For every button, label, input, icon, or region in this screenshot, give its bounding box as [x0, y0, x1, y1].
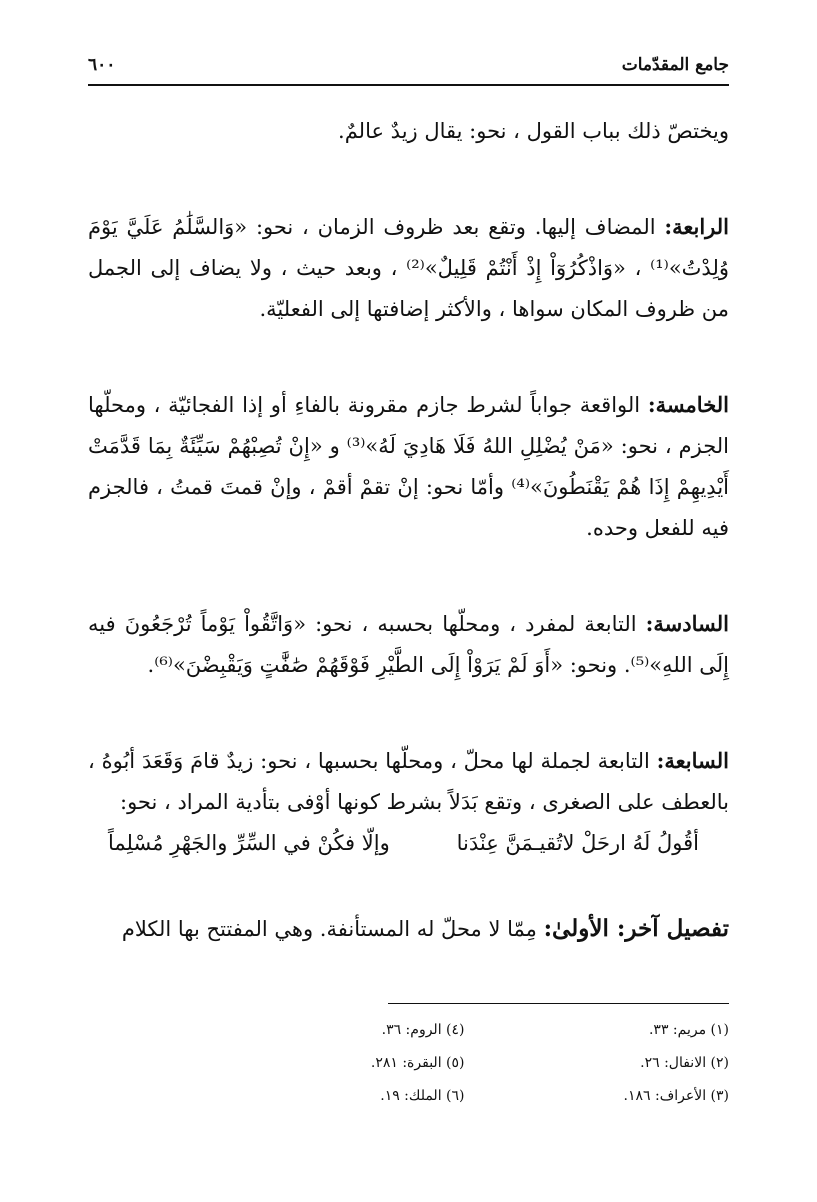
paragraph-another-detail: تفصيل آخر: الأولىٰ: مِمّا لا محلّ له المستأنفة. وهي المفتتح بها الكلام [121, 915, 729, 942]
paragraph-fourth: الرابعة: المضاف إليها. وتقع بعد ظروف الزمان ، نحو: «وَالسَّلَٰمُ عَلَيَّ يَوْمَ وُلِدْتُ»⁽¹⁾ ، «وَاذْكُرُوٓاْ إِذْ أَنْتُمْ قَلِيلٌ»⁽²⁾ ، وبعد حيث ، ولا يضاف إلى الجمل من ظروف المكان سواها ، والأكثر إضافتها إلى الفعليّة. [88, 214, 729, 321]
footnote: (٤) الروم: ٣٦. [381, 1022, 465, 1038]
book-title: جامع المقدّمات [621, 55, 729, 75]
footnote-rule [388, 1003, 729, 1004]
paragraph-sixth: السادسة: التابعة لمفرد ، ومحلّها بحسبه ، نحو: «وَاتَّقُواْ يَوْماً تُرْجَعُونَ فيه إِلَى اللهِ»⁽⁵⁾. ونحو: «أَوَ لَمْ يَرَوْاْ إِلَى الطَّيْرِ فَوْقَهُمْ صَٰفَّٰتٍ وَيَقْبِضْنَ»⁽⁶⁾. [88, 611, 729, 677]
paragraph-heading: الخامسة: [647, 392, 729, 417]
footnote-row [200, 1014, 729, 1047]
footnote: (٣) الأعراف: ١٨٦. [623, 1088, 729, 1104]
footnote: (٥) البقرة: ٢٨١. [370, 1055, 465, 1071]
footnote: (١) مريم: ٣٣. [648, 1022, 729, 1038]
footnote: (٢) الانفال: ٢٦. [640, 1055, 729, 1071]
footnotes [200, 1014, 729, 1113]
page-header [88, 50, 729, 80]
footnote-row [200, 1080, 729, 1113]
footnote: (٦) الملك: ١٩. [380, 1088, 465, 1104]
paragraph-heading: السادسة: [645, 611, 729, 636]
verse-first-hemistich: أقُولُ لَهُ ارحَلْ لاتُقيـمَنَّ عِنْدَنا [456, 831, 699, 855]
paragraph-heading: السابعة: [656, 748, 729, 773]
poetry-verse [88, 823, 729, 864]
paragraph-seventh: السابعة: التابعة لجملة لها محلّ ، ومحلّها بحسبها ، نحو: زيدٌ قامَ وَقَعَدَ أبُوهُ ، بالعطف على الصغرى ، وتقع بَدَلاً بشرط كونها أوْفى بتأدية المراد ، نحو: أقُولُ لَهُ ارحَلْ لاتُقيـمَنَّ عِنْدَنا وإلّا فكُنْ في السِّرِّ والجَهْرِ مُسْلِماً [88, 740, 729, 864]
header-rule [88, 84, 729, 86]
paragraph-heading: الرابعة: [664, 214, 729, 239]
section-heading: تفصيل آخر: الأولىٰ: [543, 915, 729, 942]
paragraph-fifth: الخامسة: الواقعة جواباً لشرط جازم مقرونة بالفاءِ أو إذا الفجائيّة ، ومحلّها الجزم ، نحو: «مَنْ يُضْلِلِ اللهُ فَلَا هَادِيَ لَهُ»⁽³⁾ و «إِنْ تُصِبْهُمْ سَيِّئَةٌ بِمَا قَدَّمَتْ أَيْدِيهِمْ إِذَا هُمْ يَقْنَطُونَ»⁽⁴⁾ وأمّا نحو: إنْ تقمْ أقمْ ، وإنْ قمتَ قمتُ ، فالجزم فيه للفعل وحده. [88, 392, 729, 540]
main-text [88, 110, 729, 950]
paragraph-intro: ويختصّ ذلك بباب القول ، نحو: يقال زيدٌ عالمٌ. [338, 119, 729, 143]
page-number: ٦٠٠ [88, 55, 116, 75]
footnote-row [200, 1047, 729, 1080]
verse-second-hemistich: وإلّا فكُنْ في السِّرِّ والجَهْرِ مُسْلِماً [108, 831, 390, 855]
